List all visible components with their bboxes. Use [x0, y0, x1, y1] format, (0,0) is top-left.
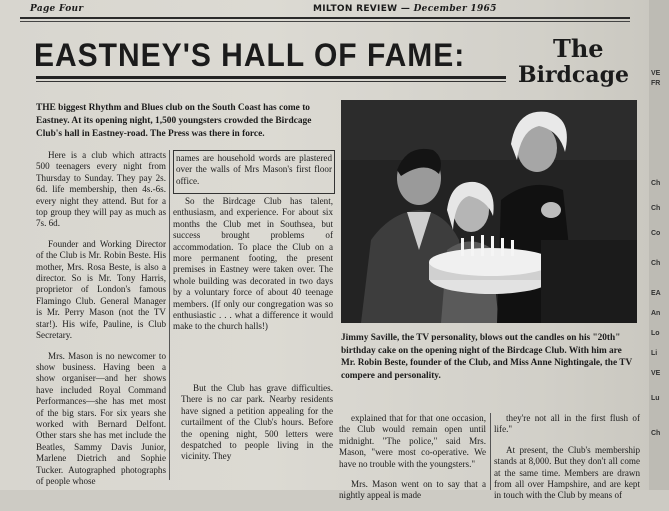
edge-fragment: Lo — [651, 330, 660, 337]
edge-fragment: VE — [651, 370, 661, 377]
edge-fragment: An — [651, 310, 661, 317]
headline-rule-thin — [36, 81, 506, 82]
column-3 — [181, 383, 333, 472]
edge-fragment: Ch — [651, 430, 661, 437]
column-4 — [339, 413, 486, 511]
column-2 — [173, 196, 333, 342]
news-photo — [341, 100, 637, 323]
paragraph: So the Birdcage Club has talent, enthusiasm, and experience. For about six months the Club met in Southsea, but success brought problems of accommodation. To place the Club on a more permanent footing, the present premises in Eastney were taken over. The whole building was decorated in two days by a voluntary force of about 40 teenage members. (If only our congregation was so enthusiastic . . . what a difference it would make to the church halls!) — [173, 196, 333, 332]
paragraph: Mrs. Mason is no newcomer to show business. Having been a show organiser—and her shows have included Royal Command Performances—she has met most of the big stars. For six years she worked with Bernard Delfont. Other stars she has met include the Beatles, Sammy Davis Junior, Marlene Dietrich and Sophie Tucker. Autographed photographs of people whose — [36, 350, 166, 486]
edge-fragment: Ch — [651, 260, 661, 267]
paragraph: Founder and Working Director of the Club is Mr. Robin Beste. His mother, Mrs. Rosa Beste, is also a director. So is Mr. Tony Harris, proprietor of London's famous Flamingo Club. General Manager is Mr. Perry Mason (not the TV star!). His wife, Pauline, is Club Secretary. — [36, 238, 166, 341]
edge-fragment: Ch — [651, 180, 661, 187]
edge-fragment: Co — [651, 230, 661, 237]
kicker-line-2: Birdcage — [518, 62, 629, 88]
edge-fragment: Li — [651, 350, 658, 357]
headline: EASTNEY'S HALL OF FAME: — [34, 38, 466, 74]
edge-fragment: Lu — [651, 395, 660, 402]
page-number: Page Four — [30, 4, 84, 14]
top-rule-thin — [20, 21, 630, 22]
photo-caption: Jimmy Saville, the TV personality, blows out the candles on his "20th" birthday cake on the opening night of the Birdcage Club. With him are Mr. Robin Beste, founder of the Club, and Miss Anne Nightingale, the TV compere and personality. — [341, 333, 632, 381]
paragraph: they're not all in the first flush of life." — [494, 413, 640, 435]
edge-fragment: Ch — [651, 205, 661, 212]
masthead-line: MILTON REVIEW — December 1965 — [313, 4, 497, 14]
boxed-continuation: names are household words are plastered over the walls of Mrs Mason's first floor office. — [173, 150, 335, 194]
top-rule — [20, 17, 630, 19]
column-5 — [494, 413, 640, 511]
paragraph: At present, the Club's membership stands at 8,000. But they don't all come at the same time. Members are drawn from all over Hampshire, and are kept in touch with the Club by means of — [494, 444, 640, 501]
paragraph: But the Club has grave difficulties. There is no car park. Nearby residents have signed a petition appealing for the curtailment of the Club's hours. Before the opening night, 500 letters were despatched to people living in the vicinity. They — [181, 383, 333, 462]
paragraph: Mrs. Mason went on to say that a nightly appeal is made — [339, 479, 486, 501]
issue-date: December 1965 — [413, 4, 497, 14]
edge-fragment: VE — [651, 70, 661, 77]
column-divider — [169, 150, 170, 480]
paragraph: explained that for that one occasion, the Club would remain open until midnight. "The police," said Mrs. Mason, "were most co-operative. We have no trouble with the youngsters." — [339, 413, 486, 469]
photo-image — [341, 100, 637, 323]
paper-name: MILTON REVIEW — [313, 4, 398, 14]
edge-fragment: EA — [651, 290, 661, 297]
column-1 — [36, 150, 166, 496]
headline-rule — [36, 76, 506, 79]
edge-fragment: FR — [651, 80, 661, 87]
paragraph: Here is a club which attracts 500 teenagers every night from Thursday to Sunday. They pay 2s. 6d. life membership, then 4s.-6s. every night they attend. But for a top group they will pay as much as 7s. 6d. — [36, 150, 166, 229]
lead-paragraph: THE biggest Rhythm and Blues club on the South Coast has come to Eastney. At its opening night, 1,500 youngsters crowded the Birdcage Club's hall in Eastney-road. The Press was there in force. — [36, 103, 312, 139]
kicker-line-1: The — [553, 34, 604, 63]
column-divider — [490, 413, 491, 490]
